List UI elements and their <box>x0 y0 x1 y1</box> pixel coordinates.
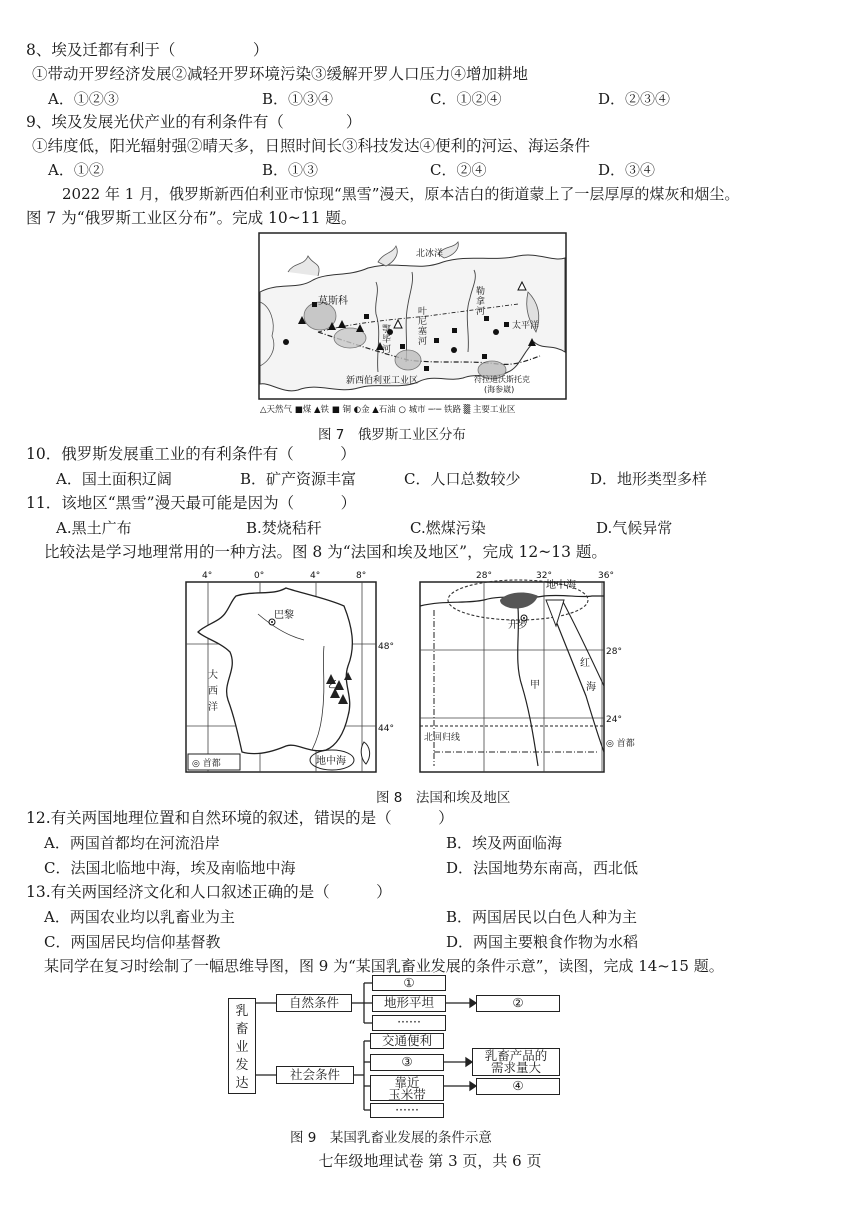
france-lat-label: 44° <box>378 724 394 734</box>
q8-statements: ①带动开罗经济发展②减轻开罗环境污染③缓解开罗人口压力④增加耕地 <box>32 65 529 83</box>
q8-option-b[interactable]: B．①③④ <box>262 90 334 108</box>
root-char: 畜 <box>235 1022 249 1037</box>
demand-line-1: 乳畜产品的 <box>484 1048 548 1063</box>
social-item-corn-belt <box>370 1075 444 1101</box>
q8-stem: 8、埃及迁都有利于（ ） <box>26 41 269 59</box>
corn-belt-line-1: 靠近 <box>394 1075 420 1090</box>
demand-box <box>472 1048 560 1076</box>
yenisei-label-3: 塞 <box>418 327 428 337</box>
france-lon-label: 4° <box>202 571 213 581</box>
intro-10-line2: 图 7 为“俄罗斯工业区分布”。完成 10~11 题。 <box>26 209 357 227</box>
tropic-of-cancer-label: 北回归线 <box>424 733 461 743</box>
page-footer: 七年级地理试卷 第 3 页，共 6 页 <box>318 1152 542 1170</box>
ob-label-3: 河 <box>382 345 392 355</box>
france-lon-label: 4° <box>310 571 321 581</box>
france-map <box>176 566 394 778</box>
red-sea-label-2: 海 <box>586 682 596 693</box>
q11-option-b[interactable]: B.焚烧秸秆 <box>246 519 322 537</box>
map-legend: △天然气 ■煤 ▲铁 ■ 铜 ◐金 ▲石油 ○ 城市 ─·─ 铁路 ▒ 主要工业区 <box>260 405 516 415</box>
egypt-lon-label: 28° <box>476 571 492 581</box>
red-sea-label-1: 红 <box>580 658 590 669</box>
q13-option-a[interactable]: A．两国农业均以乳畜业为主 <box>44 908 235 926</box>
novosibirsk-label: 新西伯利亚工业区 <box>346 376 419 386</box>
social-item-transport: 交通便利 <box>370 1033 444 1049</box>
lena-label-3: 河 <box>476 307 486 317</box>
intro-12: 比较法是学习地理常用的一种方法。图 8 为“法国和埃及地区”，完成 12~13 题。 <box>44 543 607 561</box>
ob-label-2: 毕 <box>382 335 392 345</box>
egypt-map <box>414 566 660 778</box>
q12-option-d[interactable]: D．法国地势东南高，西北低 <box>446 859 639 877</box>
intro-10-line1: 2022 年 1 月，俄罗斯新西伯利亚市惊现“黑雪”漫天，原本洁白的街道蒙上了一层厚厚的煤灰和烟尘。 <box>62 185 740 203</box>
pacific-ocean-label: 太平洋 <box>512 321 540 331</box>
vladivostok-label: 符拉迪沃斯托克 <box>474 375 530 384</box>
q10-option-d[interactable]: D．地形类型多样 <box>590 470 708 488</box>
france-capital-legend: ◎ 首都 <box>192 759 221 769</box>
yenisei-label-4: 河 <box>418 337 428 347</box>
yenisei-label-2: 尼 <box>418 317 428 327</box>
russia-industry-map <box>258 232 568 416</box>
atlantic-label-1: 大 <box>208 670 218 681</box>
q10-option-a[interactable]: A．国土面积辽阔 <box>56 470 172 488</box>
q12-option-b[interactable]: B．埃及两面临海 <box>446 834 563 852</box>
figure-8-caption: 图 8 法国和埃及地区 <box>376 790 511 806</box>
lena-label-2: 拿 <box>476 297 486 307</box>
q12-stem: 12.有关两国地理位置和自然环境的叙述，错误的是（ ） <box>26 809 454 827</box>
egypt-lat-label: 24° <box>606 715 622 725</box>
social-conditions-box: 社会条件 <box>276 1066 354 1084</box>
q11-option-c[interactable]: C.燃煤污染 <box>410 519 486 537</box>
egypt-lat-label: 28° <box>606 647 622 657</box>
lena-label-1: 勒 <box>476 287 486 297</box>
q8-option-d[interactable]: D．②③④ <box>598 90 671 108</box>
natural-item-terrain: 地形平坦 <box>372 995 446 1012</box>
egypt-lon-label: 36° <box>598 571 614 581</box>
natural-item-1: ① <box>372 975 446 991</box>
france-lon-label: 8° <box>356 571 367 581</box>
egypt-lon-label: 32° <box>536 571 552 581</box>
atlantic-label-2: 西 <box>208 686 218 697</box>
q13-option-b[interactable]: B．两国居民以白色人种为主 <box>446 908 638 926</box>
q10-stem: 10．俄罗斯发展重工业的有利条件有（ ） <box>26 445 356 463</box>
q12-option-c[interactable]: C．法国北临地中海，埃及南临地中海 <box>44 859 296 877</box>
result-2-box: ② <box>476 995 560 1012</box>
mind-map-root <box>228 998 256 1094</box>
mediterranean-label: 地中海 <box>316 756 346 767</box>
ob-label-1: 鄂 <box>382 325 392 335</box>
france-lat-label: 48° <box>378 642 394 652</box>
paris-label: 巴黎 <box>274 610 294 621</box>
root-char: 乳 <box>235 1004 249 1019</box>
q11-option-a[interactable]: A.黑土广布 <box>56 519 132 537</box>
natural-conditions-box: 自然条件 <box>276 994 352 1012</box>
q12-option-a[interactable]: A．两国首都均在河流沿岸 <box>44 834 220 852</box>
q11-option-d[interactable]: D.气候异常 <box>596 519 673 537</box>
natural-item-more: ······ <box>372 1015 446 1031</box>
q9-option-d[interactable]: D．③④ <box>598 161 656 179</box>
figure-7-caption: 图 7 俄罗斯工业区分布 <box>318 427 466 443</box>
corn-belt-line-2: 玉米带 <box>388 1087 426 1102</box>
social-item-more: ······ <box>370 1103 444 1118</box>
root-char: 业 <box>235 1040 249 1055</box>
arctic-ocean-label: 北冰洋 <box>416 249 444 259</box>
q8-option-c[interactable]: C．①②④ <box>430 90 502 108</box>
egypt-mediterranean-label: 地中海 <box>546 580 576 591</box>
q10-option-c[interactable]: C．人口总数较少 <box>404 470 521 488</box>
q9-option-b[interactable]: B．①③ <box>262 161 319 179</box>
intro-14: 某同学在复习时绘制了一幅思维导图，图 9 为“某国乳畜业发展的条件示意”，读图，完成 14~15 题。 <box>44 957 724 975</box>
france-lon-label: 0° <box>254 571 265 581</box>
label-yi: 乙 <box>328 680 338 691</box>
egypt-capital-legend: ◎ 首都 <box>606 739 635 749</box>
q10-option-b[interactable]: B．矿产资源丰富 <box>240 470 357 488</box>
demand-line-2: 需求量大 <box>490 1060 541 1075</box>
q9-stem: 9、埃及发展光伏产业的有利条件有（ ） <box>26 113 362 131</box>
root-char: 发 <box>235 1058 249 1073</box>
q13-option-c[interactable]: C．两国居民均信仰基督教 <box>44 933 221 951</box>
atlantic-label-3: 洋 <box>208 702 218 713</box>
vladivostok-label-alt: (海参崴) <box>484 385 515 394</box>
q13-stem: 13.有关两国经济文化和人口叙述正确的是（ ） <box>26 883 392 901</box>
q13-option-d[interactable]: D．两国主要粮食作物为水稻 <box>446 933 639 951</box>
cairo-label: 开罗 <box>508 620 528 631</box>
q9-statements: ①纬度低，阳光辐射强②晴天多，日照时间长③科技发达④便利的河运、海运条件 <box>32 137 591 155</box>
result-4-box: ④ <box>476 1078 560 1095</box>
figure-9-caption: 图 9 某国乳畜业发展的条件示意 <box>290 1130 492 1146</box>
social-item-3: ③ <box>370 1054 444 1071</box>
yenisei-label-1: 叶 <box>418 307 428 317</box>
q9-option-a[interactable]: A．①② <box>48 161 104 179</box>
q11-stem: 11．该地区“黑雪”漫天最可能是因为（ ） <box>26 494 357 512</box>
q8-option-a[interactable]: A．①②③ <box>48 90 119 108</box>
moscow-label: 莫斯科 <box>318 296 348 307</box>
root-char: 达 <box>235 1076 249 1091</box>
label-jia: 甲 <box>530 680 540 691</box>
q9-option-c[interactable]: C．②④ <box>430 161 487 179</box>
